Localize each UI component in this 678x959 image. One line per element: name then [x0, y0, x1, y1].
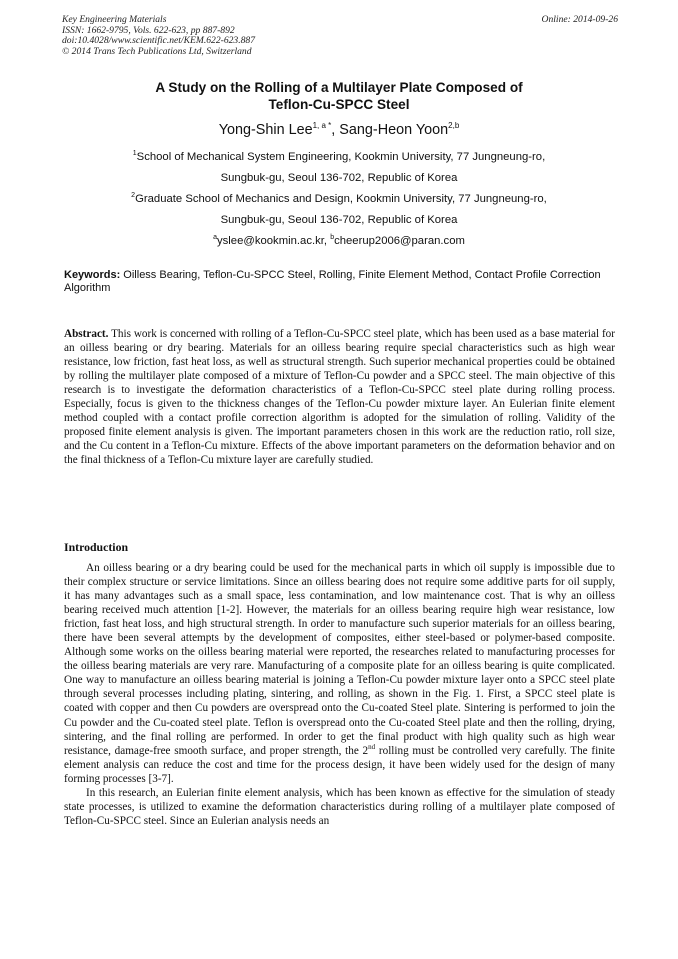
intro-p1-text-a: An oilless bearing or a dry bearing could be used for the mechanical parts in which oil supply is impossible due to their complex structure or service limitations. Since an oilless bearing does not require some additive parts for oil supply, it has many advantages such as a small space, less contamination, and low maintenance cost. That is why an oilless bearing received much attention [1-2]. However, the materials for an oilless bearing require high wear resistance, low friction, fast heat loss, and high structural strength. In order to manufacture such superior materials for an oilless bearing, there have been several attempts by the development of composites, either steel-based or polymer-based composite. Although some works on the oilless bearing material were reported, the researches related to manufacturing processes for the oilless bearing materials are very rare. Manufacturing of a composite plate for an oilless bearing is quite complicated. One way to manufacture an oilless bearing material is joining a Teflon-Cu powder mixture layer onto a SPCC steel plate through several processes including plating, sintering, and rolling, as shown in the Fig. 1. First, a SPCC steel plate is coated with copper and then Cu powders are overspread onto the Cu-coated Steel plate. Sintering is performed to join the Cu powder and the Cu-coated steel plate. Teflon is overspread onto the Cu-coated Steel plate and then the rolling, drying, sintering, and the final rolling are performed. In order to get the final product with high quality such as high wear resistance, damage-free smooth surface, and proper strength, the 2	[64, 562, 615, 757]
affiliation-2-marker: 2	[131, 192, 136, 199]
introduction-body	[64, 561, 615, 828]
title-line-1: A Study on the Rolling of a Multilayer Plate Composed of	[155, 80, 523, 95]
keywords-text: Oilless Bearing, Teflon-Cu-SPCC Steel, Rolling, Finite Element Method, Contact Profile Correction Algorithm	[64, 269, 601, 294]
intro-paragraph-2: In this research, an Eulerian finite element analysis, which has been known as effective for the simulation of steady state processes, is utilized to examine the deformation characteristics during rolling of a multilayer plate composed of Teflon-Cu-SPCC steel. Since an Eulerian analysis needs an	[64, 786, 615, 827]
affiliation-1-text: School of Mechanical System Engineering, Kookmin University, 77 Jungneung-ro,	[136, 151, 546, 163]
author-2-name: Sang-Heon Yoon	[339, 122, 449, 138]
author-1-superscript: 1, a *	[312, 121, 332, 130]
intro-paragraph-1	[64, 561, 615, 786]
affiliation-1-line-1	[60, 151, 618, 164]
online-date: Online: 2014-09-26	[541, 14, 618, 25]
keywords-label: Keywords:	[64, 269, 121, 281]
affiliation-2-text: Graduate School of Mechanics and Design, Kookmin University, 77 Jungneung-ro,	[135, 193, 547, 205]
abstract-label: Abstract.	[64, 328, 109, 340]
email-a: yslee@kookmin.ac.kr,	[217, 235, 331, 247]
publication-info	[62, 15, 618, 57]
doi: doi:10.4028/www.scientific.net/KEM.622-623.887	[62, 35, 256, 47]
issn: ISSN: 1662-9795, Vols. 622-623, pp 887-892	[62, 24, 235, 36]
intro-p1-text-b: rolling must be controlled very carefully. The finite element analysis can reduce the cost and time for the process design, it have been widely used for the design of many forming processes [3-7].	[64, 744, 615, 785]
author-list	[60, 121, 618, 139]
affiliation-2-line-2: Sungbuk-gu, Seoul 136-702, Republic of Korea	[220, 214, 458, 226]
intro-p1-superscript: nd	[368, 742, 376, 751]
title-line-2: Teflon-Cu-SPCC Steel	[268, 96, 410, 112]
abstract-text: This work is concerned with rolling of a Teflon-Cu-SPCC steel plate, which has been used as a base material for an oilless bearing or dry bearing. Materials for an oilless bearing require special characteristics such as high wear resistance, low friction, fast heat loss, as well as structural strength. Such superior mechanical properties could be obtained by rolling the multilayer plate composed of a mixture of Teflon-Cu powder and a SPCC steel. The main objective of this research is to investigate the deformation characteristics of a Teflon-Cu-SPCC steel plate during rolling process. Especially, focus is given to the thickness changes of the Teflon-Cu powder mixture layer. An Eulerian finite element method coupled with a contact profile correction algorithm is adopted for the simulation of rolling. Validity of the proposed finite element analysis is given. The important parameters chosen in this work are the reduction ratio, roll size, and the Cu content in a Teflon-Cu mixture. Effects of the above important parameters on the deformation behavior and on the final thickness of a Teflon-Cu mixture layer are carefully studied.	[64, 328, 615, 467]
email-a-marker: a	[213, 234, 217, 241]
copyright: © 2014 Trans Tech Publications Ltd, Switzerland	[62, 45, 252, 57]
journal-name: Key Engineering Materials	[62, 14, 167, 25]
author-2-superscript: 2,b	[448, 121, 460, 130]
journal-header	[62, 15, 618, 57]
author-1-name: Yong-Shin Lee	[218, 122, 313, 138]
affiliation-2-line-1	[60, 193, 618, 206]
email-b: cheerup2006@paran.com	[334, 235, 465, 247]
author-separator: ,	[331, 122, 340, 138]
paper-title	[80, 80, 598, 113]
email-b-marker: b	[330, 234, 335, 241]
keywords	[64, 269, 616, 295]
author-emails	[60, 235, 618, 248]
abstract	[64, 327, 615, 467]
affiliation-1-marker: 1	[132, 150, 137, 157]
affiliation-1-line-2: Sungbuk-gu, Seoul 136-702, Republic of Korea	[220, 172, 458, 184]
introduction-heading: Introduction	[64, 540, 129, 554]
